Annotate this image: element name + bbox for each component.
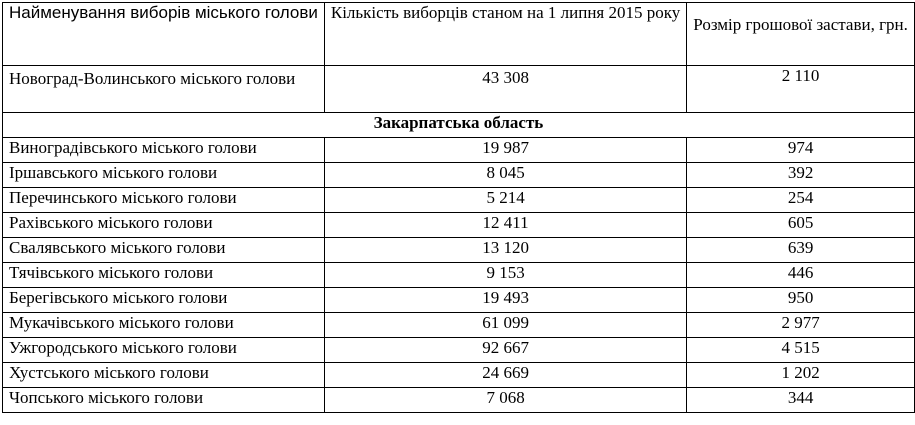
header-voter-count: Кількість виборців станом на 1 липня 2015 року: [324, 3, 686, 66]
table-body: [3, 138, 915, 413]
cell-voter-count: 8 045: [324, 163, 686, 188]
cell-voter-count: 7 068: [324, 388, 686, 413]
cell-deposit-amount: 446: [687, 263, 915, 288]
table-row: [3, 238, 915, 263]
cell-voter-count: 24 669: [324, 363, 686, 388]
table-row: [3, 66, 915, 113]
cell-election-name: Рахівського міського голови: [3, 213, 325, 238]
table-row: [3, 263, 915, 288]
cell-election-name: Новоград-Волинського міського голови: [3, 66, 325, 113]
cell-voter-count: 19 987: [324, 138, 686, 163]
region-heading: Закарпатська область: [3, 113, 915, 138]
table-row: [3, 138, 915, 163]
table-row: [3, 313, 915, 338]
cell-deposit-amount: 950: [687, 288, 915, 313]
table-row: [3, 363, 915, 388]
cell-deposit-amount: 392: [687, 163, 915, 188]
header-election-name: Найменування виборів міського голови: [3, 3, 325, 66]
table-row: [3, 213, 915, 238]
cell-voter-count: 61 099: [324, 313, 686, 338]
cell-voter-count: 12 411: [324, 213, 686, 238]
cell-voter-count: 9 153: [324, 263, 686, 288]
cell-election-name: Тячівського міського голови: [3, 263, 325, 288]
election-deposit-table: [2, 2, 915, 413]
cell-deposit-amount: 4 515: [687, 338, 915, 363]
cell-election-name: Свалявського міського голови: [3, 238, 325, 263]
table-row: [3, 338, 915, 363]
cell-deposit-amount: 639: [687, 238, 915, 263]
cell-election-name: Берегівського міського голови: [3, 288, 325, 313]
cell-deposit-amount: 2 110: [687, 66, 915, 113]
table-row: [3, 163, 915, 188]
cell-election-name: Перечинського міського голови: [3, 188, 325, 213]
cell-voter-count: 5 214: [324, 188, 686, 213]
table-header-row: [3, 3, 915, 66]
cell-voter-count: 13 120: [324, 238, 686, 263]
cell-voter-count: 43 308: [324, 66, 686, 113]
table-row: [3, 188, 915, 213]
cell-voter-count: 19 493: [324, 288, 686, 313]
cell-election-name: Мукачівського міського голови: [3, 313, 325, 338]
cell-deposit-amount: 605: [687, 213, 915, 238]
cell-voter-count: 92 667: [324, 338, 686, 363]
cell-deposit-amount: 974: [687, 138, 915, 163]
cell-election-name: Хустського міського голови: [3, 363, 325, 388]
table-row: [3, 388, 915, 413]
table-row: [3, 288, 915, 313]
cell-deposit-amount: 254: [687, 188, 915, 213]
cell-election-name: Іршавського міського голови: [3, 163, 325, 188]
cell-election-name: Чопського міського голови: [3, 388, 325, 413]
region-row: [3, 113, 915, 138]
cell-deposit-amount: 344: [687, 388, 915, 413]
cell-election-name: Виноградівського міського голови: [3, 138, 325, 163]
header-deposit-amount: Розмір грошової застави, грн.: [687, 3, 915, 66]
cell-deposit-amount: 1 202: [687, 363, 915, 388]
cell-election-name: Ужгородського міського голови: [3, 338, 325, 363]
cell-deposit-amount: 2 977: [687, 313, 915, 338]
